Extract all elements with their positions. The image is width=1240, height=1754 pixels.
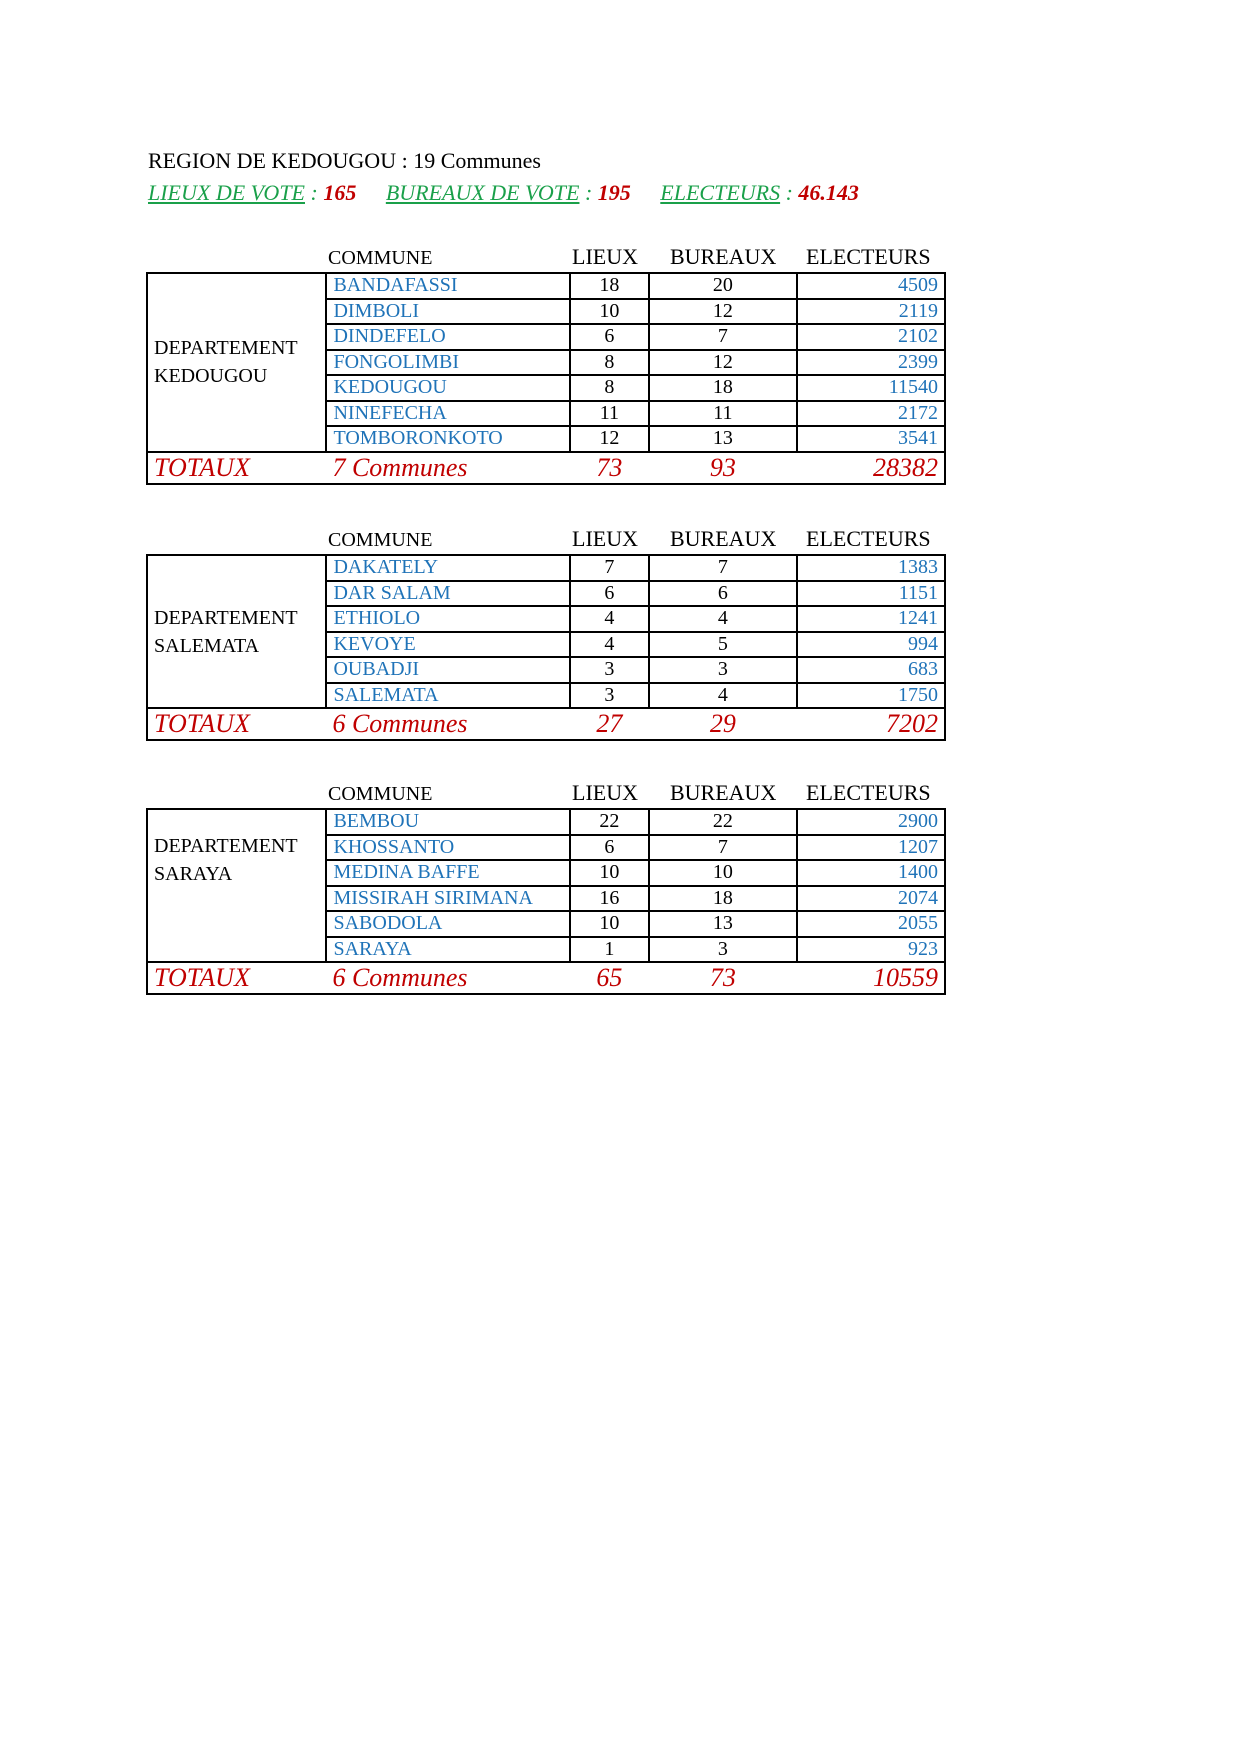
cell-electeurs: 923 [797, 937, 945, 963]
cell-commune: MEDINA BAFFE [326, 860, 569, 886]
total-bureaux: 93 [649, 452, 797, 484]
cell-commune: ETHIOLO [326, 606, 569, 632]
cell-electeurs: 1207 [797, 835, 945, 861]
header-electeurs: ELECTEURS [806, 780, 931, 805]
summary-value-lieux: 165 [323, 180, 357, 205]
cell-electeurs: 2102 [797, 324, 945, 350]
total-communes: 6 Communes [326, 962, 569, 994]
total-communes: 6 Communes [326, 708, 569, 740]
cell-commune: FONGOLIMBI [326, 350, 569, 376]
total-electeurs: 10559 [797, 962, 945, 994]
header-bureaux: BUREAUX [670, 780, 777, 805]
cell-commune: KHOSSANTO [326, 835, 569, 861]
cell-bureaux: 7 [649, 555, 797, 581]
cell-electeurs: 2055 [797, 911, 945, 937]
cell-electeurs: 2900 [797, 809, 945, 835]
cell-commune: SARAYA [326, 937, 569, 963]
cell-electeurs: 1383 [797, 555, 945, 581]
header-commune: COMMUNE [328, 529, 433, 551]
department-block [146, 526, 946, 741]
header-lieux: LIEUX [572, 780, 638, 805]
cell-bureaux: 20 [649, 273, 797, 299]
department-table [146, 272, 946, 485]
department-name-line2: SALEMATA [154, 634, 260, 657]
cell-lieux: 10 [570, 860, 649, 886]
total-label: TOTAUX [147, 452, 326, 484]
region-summary: LIEUX DE VOTE : 165 BUREAUX DE VOTE : 195 ELECTEURS : 46.143 [148, 180, 859, 205]
totals-row [147, 708, 945, 740]
cell-commune: DAR SALAM [326, 581, 569, 607]
cell-lieux: 16 [570, 886, 649, 912]
header-bureaux: BUREAUX [670, 526, 777, 551]
cell-electeurs: 1750 [797, 683, 945, 709]
cell-lieux: 22 [570, 809, 649, 835]
total-electeurs: 28382 [797, 452, 945, 484]
cell-lieux: 6 [570, 835, 649, 861]
cell-lieux: 6 [570, 581, 649, 607]
summary-label-electeurs: ELECTEURS [660, 180, 781, 205]
cell-commune: DINDEFELO [326, 324, 569, 350]
cell-commune: BEMBOU [326, 809, 569, 835]
header-bureaux: BUREAUX [670, 244, 777, 269]
total-bureaux: 73 [649, 962, 797, 994]
cell-lieux: 18 [570, 273, 649, 299]
cell-commune: DIMBOLI [326, 299, 569, 325]
cell-lieux: 10 [570, 911, 649, 937]
department-name-line2: KEDOUGOU [154, 365, 268, 388]
cell-commune: BANDAFASSI [326, 273, 569, 299]
cell-electeurs: 11540 [797, 375, 945, 401]
cell-lieux: 12 [570, 426, 649, 452]
cell-bureaux: 12 [649, 299, 797, 325]
cell-bureaux: 4 [649, 606, 797, 632]
cell-lieux: 7 [570, 555, 649, 581]
cell-commune: SABODOLA [326, 911, 569, 937]
cell-bureaux: 4 [649, 683, 797, 709]
total-label: TOTAUX [147, 708, 326, 740]
cell-commune: SALEMATA [326, 683, 569, 709]
department-name-line1: DEPARTEMENT [154, 606, 298, 629]
cell-lieux: 1 [570, 937, 649, 963]
cell-bureaux: 7 [649, 835, 797, 861]
cell-commune: MISSIRAH SIRIMANA [326, 886, 569, 912]
cell-commune: OUBADJI [326, 657, 569, 683]
cell-electeurs: 2172 [797, 401, 945, 427]
cell-electeurs: 3541 [797, 426, 945, 452]
cell-commune: KEVOYE [326, 632, 569, 658]
cell-bureaux: 3 [649, 657, 797, 683]
cell-lieux: 6 [570, 324, 649, 350]
cell-lieux: 4 [570, 632, 649, 658]
department-block [146, 244, 946, 485]
header-lieux: LIEUX [572, 526, 638, 551]
header-electeurs: ELECTEURS [806, 526, 931, 551]
summary-value-electeurs: 46.143 [798, 180, 859, 205]
cell-bureaux: 6 [649, 581, 797, 607]
department-name [147, 809, 326, 962]
total-label: TOTAUX [147, 962, 326, 994]
cell-electeurs: 2074 [797, 886, 945, 912]
department-table [146, 554, 946, 741]
department-block [146, 780, 946, 995]
cell-bureaux: 22 [649, 809, 797, 835]
department-name-line1: DEPARTEMENT [154, 337, 298, 360]
region-title: REGION DE KEDOUGOU : 19 Communes [148, 148, 541, 173]
column-headers [146, 244, 946, 272]
cell-commune: NINEFECHA [326, 401, 569, 427]
department-name [147, 555, 326, 708]
cell-lieux: 8 [570, 350, 649, 376]
cell-lieux: 3 [570, 657, 649, 683]
summary-label-bureaux: BUREAUX DE VOTE [385, 180, 580, 205]
total-bureaux: 29 [649, 708, 797, 740]
cell-commune: DAKATELY [326, 555, 569, 581]
total-lieux: 27 [570, 708, 649, 740]
cell-lieux: 10 [570, 299, 649, 325]
cell-bureaux: 10 [649, 860, 797, 886]
cell-lieux: 3 [570, 683, 649, 709]
department-name-line1: DEPARTEMENT [154, 835, 298, 857]
cell-electeurs: 683 [797, 657, 945, 683]
summary-value-bureaux: 195 [597, 180, 631, 205]
cell-electeurs: 1241 [797, 606, 945, 632]
department-name [147, 273, 326, 452]
cell-commune: TOMBORONKOTO [326, 426, 569, 452]
cell-electeurs: 1151 [797, 581, 945, 607]
header-lieux: LIEUX [572, 244, 638, 269]
cell-bureaux: 7 [649, 324, 797, 350]
cell-bureaux: 12 [649, 350, 797, 376]
header-electeurs: ELECTEURS [806, 244, 931, 269]
cell-electeurs: 4509 [797, 273, 945, 299]
cell-bureaux: 18 [649, 375, 797, 401]
table-row [147, 555, 945, 581]
cell-bureaux: 13 [649, 911, 797, 937]
header-commune: COMMUNE [328, 247, 433, 269]
cell-bureaux: 11 [649, 401, 797, 427]
table-row [147, 809, 945, 835]
total-lieux: 73 [570, 452, 649, 484]
cell-lieux: 8 [570, 375, 649, 401]
cell-bureaux: 5 [649, 632, 797, 658]
total-lieux: 65 [570, 962, 649, 994]
totals-row [147, 452, 945, 484]
cell-lieux: 11 [570, 401, 649, 427]
department-name-line2: SARAYA [154, 863, 233, 885]
cell-electeurs: 2119 [797, 299, 945, 325]
total-electeurs: 7202 [797, 708, 945, 740]
cell-electeurs: 1400 [797, 860, 945, 886]
cell-commune: KEDOUGOU [326, 375, 569, 401]
cell-electeurs: 2399 [797, 350, 945, 376]
cell-lieux: 4 [570, 606, 649, 632]
totals-row [147, 962, 945, 994]
header-commune: COMMUNE [328, 783, 433, 805]
cell-bureaux: 13 [649, 426, 797, 452]
total-communes: 7 Communes [326, 452, 569, 484]
summary-label-lieux: LIEUX DE VOTE [148, 180, 305, 205]
cell-bureaux: 18 [649, 886, 797, 912]
cell-bureaux: 3 [649, 937, 797, 963]
cell-electeurs: 994 [797, 632, 945, 658]
column-headers [146, 526, 946, 554]
department-table [146, 808, 946, 995]
table-row [147, 273, 945, 299]
column-headers [146, 780, 946, 808]
